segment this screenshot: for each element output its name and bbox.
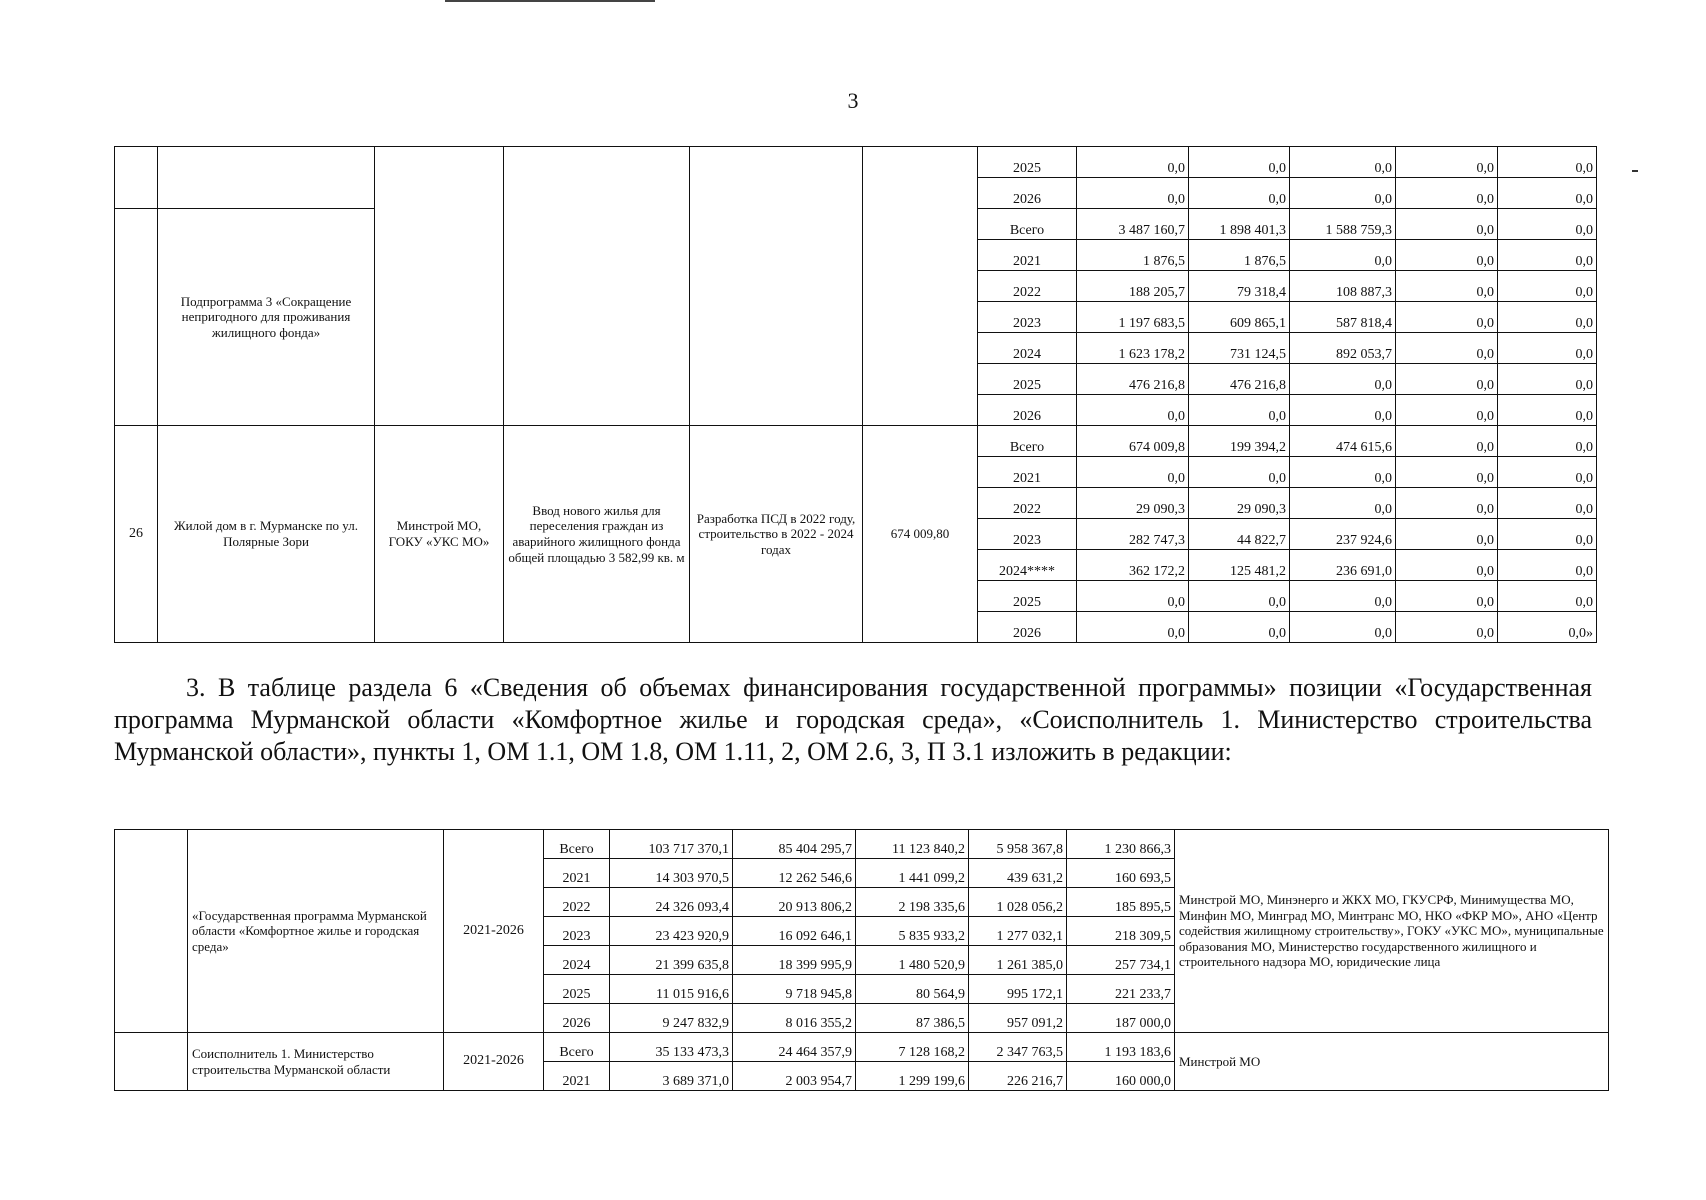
table-row: 2024**** 362 172,2 125 481,2 236 691,0 0,0 0,0 — [115, 550, 1597, 581]
financing-table-section-6 — [114, 829, 1609, 1091]
coexecutor-name: Соисполнитель 1. Министерство строительства Мурманской области — [188, 1033, 444, 1091]
table-row: 2023 1 197 683,5 609 865,1 587 818,4 0,0 0,0 — [115, 302, 1597, 333]
table-row: 2023 23 423 920,9 16 092 646,1 5 835 933,2 1 277 032,1 218 309,5 — [115, 917, 1609, 946]
stage: Разработка ПСД в 2022 году, строительство в 2022 - 2024 годах — [690, 426, 863, 643]
coexecutor-executors: Минстрой МО — [1175, 1033, 1609, 1091]
cost: 674 009,80 — [863, 426, 978, 643]
result: Ввод нового жилья для переселения граждан из аварийного жилищного фонда общей площадью 3 582,99 кв. м — [504, 426, 690, 643]
table-row: 2022 24 326 093,4 20 913 806,2 2 198 335,6 1 028 056,2 185 895,5 — [115, 888, 1609, 917]
top-rule — [445, 0, 655, 2]
table-row: 2024 21 399 635,8 18 399 995,9 1 480 520,9 1 261 385,0 257 734,1 — [115, 946, 1609, 975]
table-row: 2025 0,0 0,0 0,0 0,0 0,0 — [115, 147, 1597, 178]
program-period: 2021-2026 — [444, 830, 544, 1033]
executor: Минстрой МО, ГОКУ «УКС МО» — [375, 426, 504, 643]
table-row: 2025 476 216,8 476 216,8 0,0 0,0 0,0 — [115, 364, 1597, 395]
table-row: Подпрограмма 3 «Сокращение непригодного для проживания жилищного фонда» Всего 3 487 160,7 1 898 401,3 1 588 759,3 0,0 0,0 — [115, 209, 1597, 240]
table-row: 2025 0,0 0,0 0,0 0,0 0,0 — [115, 581, 1597, 612]
item-number: 26 — [115, 426, 158, 643]
table-row: Соисполнитель 1. Министерство строительства Мурманской области 2021-2026 Всего 35 133 473,3 24 464 357,9 7 128 168,2 2 347 763,5 1 193 183,6 Минстрой МО — [115, 1033, 1609, 1062]
program-executors: Минстрой МО, Минэнерго и ЖКХ МО, ГКУСРФ, Минимущества МО, Минфин МО, Минград МО, Минтранс МО, НКО «ФКР МО», АНО «Центр содействия жилищному строительству», ГОКУ «УКС МО», муниципальные образования МО, Министерство государственного жилищного и строительного надзора МО, юридические лица — [1175, 830, 1609, 1033]
margin-mark — [1632, 170, 1638, 172]
table-row: 2023 282 747,3 44 822,7 237 924,6 0,0 0,0 — [115, 519, 1597, 550]
program-name: «Государственная программа Мурманской области «Комфортное жилье и городская среда» — [188, 830, 444, 1033]
subprogram-3-name: Подпрограмма 3 «Сокращение непригодного для проживания жилищного фонда» — [158, 209, 375, 426]
table-row: 2024 1 623 178,2 731 124,5 892 053,7 0,0 0,0 — [115, 333, 1597, 364]
table-row: 2026 0,0 0,0 0,0 0,0 0,0 — [115, 395, 1597, 426]
table-row: 2021 1 876,5 1 876,5 0,0 0,0 0,0 — [115, 240, 1597, 271]
table-row: 2026 0,0 0,0 0,0 0,0 0,0 — [115, 178, 1597, 209]
amendment-paragraph: 3. В таблице раздела 6 «Сведения об объемах финансирования государственной программы» позиции «Государственная программа Мурманской области «Комфортное жилье и городская среда», «Соисполнитель 1. Министерство строительства Мурманской области», пункты 1, ОМ 1.1, ОМ 1.8, ОМ 1.11, 2, ОМ 2.6, 3, П 3.1 изложить в редакции: — [114, 673, 1592, 766]
table-row: 2026 0,0 0,0 0,0 0,0 0,0» — [115, 612, 1597, 643]
table-row: 2025 11 015 916,6 9 718 945,8 80 564,9 995 172,1 221 233,7 — [115, 975, 1609, 1004]
table-row: 2021 3 689 371,0 2 003 954,7 1 299 199,6 226 216,7 160 000,0 — [115, 1062, 1609, 1091]
table-row: 26 Жилой дом в г. Мурманске по ул. Полярные Зори Минстрой МО, ГОКУ «УКС МО» Ввод нового жилья для переселения граждан из аварийного жилищного фонда общей площадью 3 582,99 кв. м Разработка ПСД в 2022 году, строительство в 2022 - 2024 годах 674 009,80 Всего 674 009,8 199 394,2 474 615,6 0,0 0,0 — [115, 426, 1597, 457]
table-row: 2022 29 090,3 29 090,3 0,0 0,0 0,0 — [115, 488, 1597, 519]
table-row: 2021 14 303 970,5 12 262 546,6 1 441 099,2 439 631,2 160 693,5 — [115, 859, 1609, 888]
object-name: Жилой дом в г. Мурманске по ул. Полярные Зори — [158, 426, 375, 643]
page-number: 3 — [847, 88, 859, 113]
table-row: 2026 9 247 832,9 8 016 355,2 87 386,5 957 091,2 187 000,0 — [115, 1004, 1609, 1033]
financing-table-continued — [114, 146, 1597, 643]
coexecutor-period: 2021-2026 — [444, 1033, 544, 1091]
table-row: 2022 188 205,7 79 318,4 108 887,3 0,0 0,0 — [115, 271, 1597, 302]
table-row: «Государственная программа Мурманской области «Комфортное жилье и городская среда» 2021-2026 Всего 103 717 370,1 85 404 295,7 11 123 840,2 5 958 367,8 1 230 866,3 Минстрой МО, Минэнерго и ЖКХ МО, ГКУСРФ, Минимущества МО, Минфин МО, Минград МО, Минтранс МО, НКО «ФКР МО», АНО «Центр содействия жилищному строительству», ГОКУ «УКС МО», муниципальные образования МО, Министерство государственного жилищного и строительного надзора МО, юридические лица — [115, 830, 1609, 859]
table-row: 2021 0,0 0,0 0,0 0,0 0,0 — [115, 457, 1597, 488]
